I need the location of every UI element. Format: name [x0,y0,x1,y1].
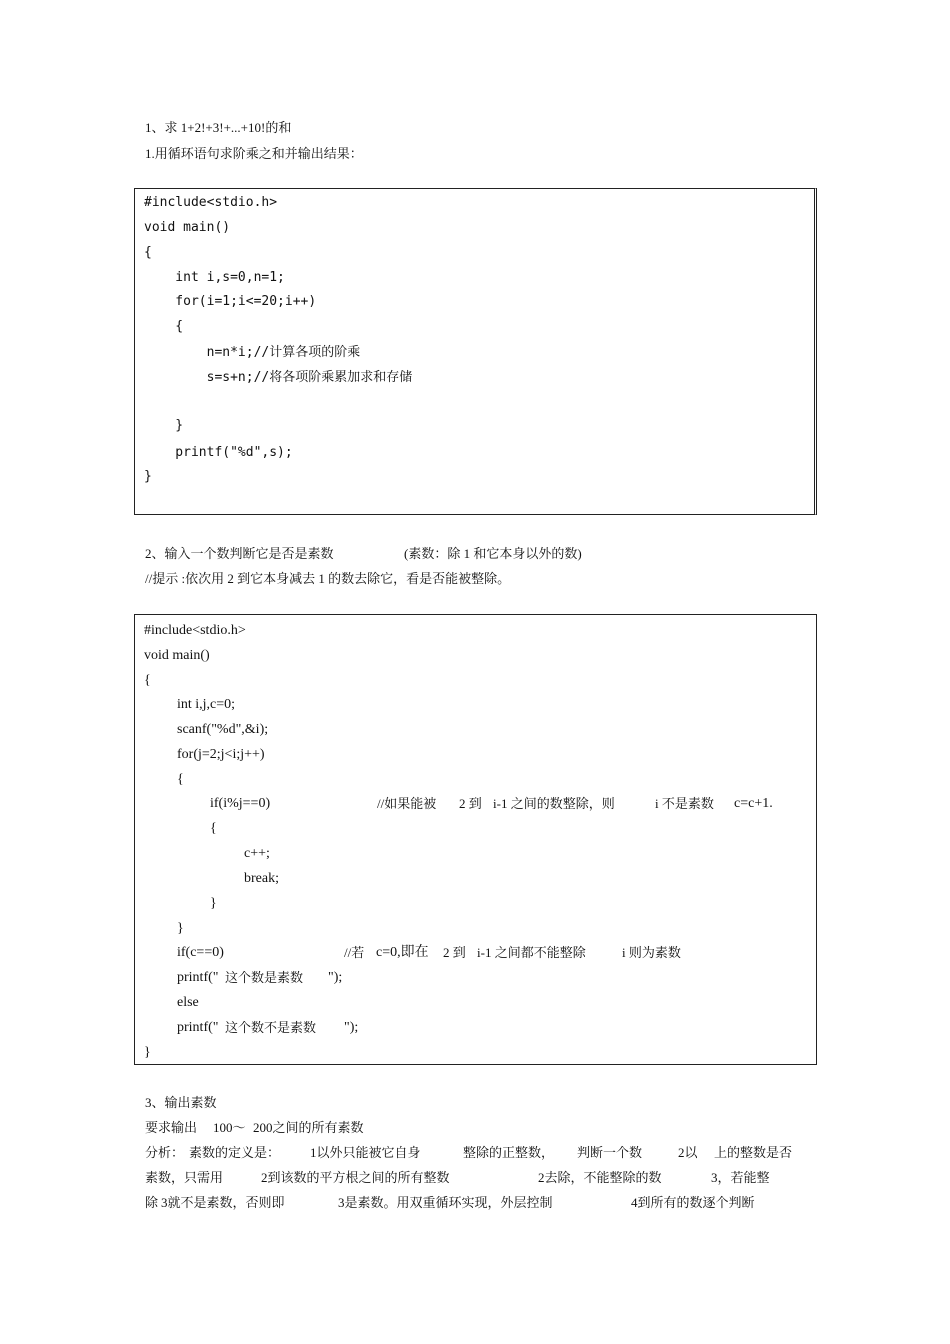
section2-title-note: (素数：除 1 和它本身以外的数) [404,546,582,561]
code-line: for(j=2;j<i;j++) [177,747,265,762]
code-line: } [144,469,152,484]
section3-text: 判断一个数 [577,1145,643,1160]
code-line: } [177,921,184,936]
section2-hint: //提示 :依次用 2 到它本身减去 1 的数去除它，看是否能被整除。 [145,571,511,586]
code-comment: c=c+1. [734,796,773,811]
code-comment: //若 [344,945,365,960]
code-comment: i-1 之间都不能整除 [477,945,586,960]
code-line: printf("%d",s); [144,445,293,460]
code-line: break; [244,871,279,886]
code-line: "); [344,1020,359,1035]
code-line: printf(" [177,970,219,985]
code-box-2 [134,614,817,1065]
code-line: if(i%j==0) [210,796,271,811]
section3-text: 100～ [213,1120,246,1135]
code-line: { [144,245,152,260]
section3-text: 上的整数是否 [714,1145,793,1160]
code-line: } [144,418,184,433]
code-line: scanf("%d",&i); [177,722,269,737]
code-line: void main() [144,648,210,663]
code-line: { [210,821,217,836]
code-line: } [144,1045,151,1060]
code-comment: //如果能被 [377,796,437,811]
code-comment: 2 到 [443,945,466,960]
code-line: printf(" [177,1020,219,1035]
section3-text: 2到该数的平方根之间的所有整数 [261,1170,450,1185]
code-comment: 2 到 [459,796,482,811]
section3-text: 3，若能整 [711,1170,770,1185]
section3-text: 1以外只能被它自身 [310,1145,421,1160]
section1-title: 1、求 1+2!+3!+...+10!的和 [145,120,292,135]
code-line: { [144,673,151,688]
section3-text: 3是素数。用双重循环实现，外层控制 [338,1195,553,1210]
code-comment: i 则为素数 [622,945,681,960]
code-line: 这个数不是素数 [225,1020,317,1035]
code-line: n=n*i;//计算各项的阶乘 [144,345,361,360]
code-comment: i 不是素数 [655,796,714,811]
code-line: for(i=1;i<=20;i++) [144,294,317,309]
code-line: 这个数是素数 [225,970,304,985]
section3-text: 素数，只需用 [145,1170,224,1185]
code-line: int i,s=0,n=1; [144,270,285,285]
section3-text: 除 [145,1195,159,1210]
code-line: #include<stdio.h> [144,623,246,638]
code-line: c++; [244,846,270,861]
section3-text: 4到所有的数逐个判断 [631,1195,755,1210]
section3-text: 要求输出 [145,1120,198,1135]
code-line: } [210,896,217,911]
section3-title: 3、输出素数 [145,1095,217,1110]
code-line: #include<stdio.h> [144,195,278,210]
section3-text: 素数的定义是： [189,1145,281,1160]
code-line: { [177,772,184,787]
code-line: s=s+n;//将各项阶乘累加求和存储 [144,370,413,385]
section1-subtitle: 1.用循环语句求阶乘之和并输出结果： [145,146,363,161]
section3-text: 分析： [145,1145,185,1160]
code-line: void main() [144,220,231,235]
code-comment: c=0,即在 [376,945,429,960]
code-line: int i,j,c=0; [177,697,236,712]
section2-title: 2、输入一个数判断它是否是素数 [145,546,334,561]
section3-text: 2去除，不能整除的数 [538,1170,662,1185]
code-line: else [177,995,199,1010]
section3-text: 整除的正整数， [463,1145,555,1160]
section3-text: 200之间的所有素数 [253,1120,364,1135]
code-line: { [144,319,184,334]
section3-text: 3就不是素数，否则即 [161,1195,285,1210]
code-line: "); [328,970,343,985]
code-comment: i-1 之间的数整除，则 [493,796,615,811]
code-line: if(c==0) [177,945,224,960]
section3-text: 2以 [678,1145,698,1160]
